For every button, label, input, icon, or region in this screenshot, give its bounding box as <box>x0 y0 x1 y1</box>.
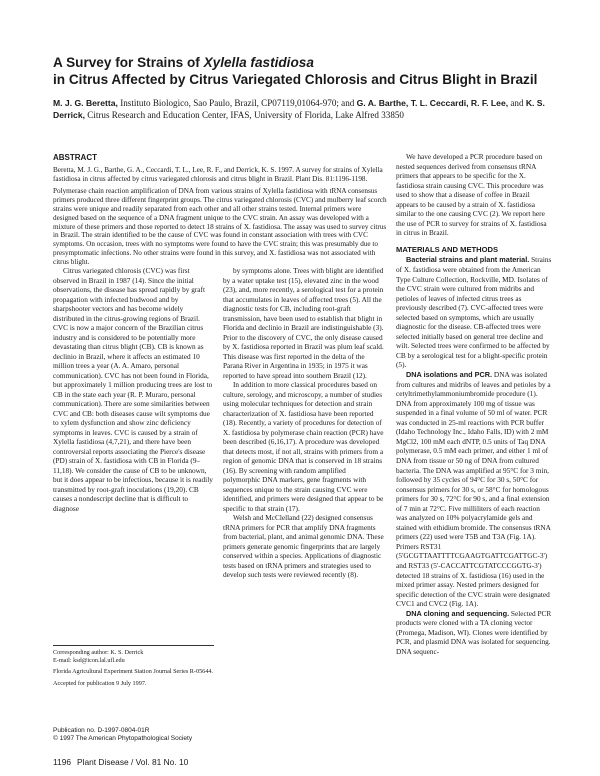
affiliation-2: Citrus Research and Education Center, IFAS, University of Florida, Lake Alfred 33850 <box>85 109 404 120</box>
methods-heading: MATERIALS AND METHODS <box>396 244 499 254</box>
author-2: G. A. Barthe, T. L. Ceccardi, R. F. Lee, <box>356 98 509 108</box>
abstract-citation: Beretta, M. J. G., Barthe, G. A., Ceccardi, T. L., Lee, R. F., and Derrick, K. S. 1997. A survey for strains of Xylella fastidiosa in citrus affected by citrus variegated chlorosis and citrus blight in Brazil. Plant Dis. 81:1196-1198. <box>53 165 383 183</box>
author-3: K. S. Derrick, <box>53 98 545 120</box>
body-column-2 <box>223 266 384 580</box>
author-1: M. J. G. Beretta, <box>53 98 118 108</box>
body-paragraph: Welsh and McClelland (22) designed consensus tRNA primers for PCR that amplify DNA fragments from bacterial, plant, and animal genomic DNA. These primers generate genomic fingerprints that are largely conserved within a species. Applications of diagnostic tests based on tRNA primers and strategies used to develop such tests were reviewed recently (8). <box>223 513 384 579</box>
dna-isolation-heading: DNA isolations and PCR. <box>406 370 493 380</box>
body-column-1 <box>53 266 214 513</box>
body-paragraph: Citrus variegated chlorosis (CVC) was first observed in Brazil in 1987 (14). Since the initial observations, the disease has spread rapidly by graft propagation with infected budwood and by sharpshooter vectors and has become widely distributed in the citrus-growing regions of Brazil. CVC is now a major concern of the Brazilian citrus industry and is considered to be potentially more devastating than citrus blight (CB). CB is known as declinio in Brazil, where it affects an estimated 10 million trees a year (A. A. Amaro, personal communication). CVC has not been found in Florida, but approximately 1 million producing trees are lost to CB in the state each year (R. P. Muraro, personal communication). There are some similarities between CVC and CB: both diseases cause wilt symptoms due to xylem dysfunction and show zinc deficiency symptoms in leaves. CVC is caused by a strain of Xylella fastidiosa (4,7,21), and there have been controversial reports associating the Pierce's disease (PD) strain of X. fastidiosa with CB in Florida (9–11,18). We consider the cause of CB to be unknown, but it does appear to be infectious, because it is readily transmitted by root-graft inoculations (19,20). CB causes a nondescript decline that is difficult to diagnose <box>53 266 213 513</box>
bacterial-strains-heading: Bacterial strains and plant material. <box>406 255 530 265</box>
page-footer <box>53 757 194 767</box>
page-number: 1196 <box>53 757 72 767</box>
abstract <box>53 154 387 271</box>
footnotes <box>53 645 214 691</box>
dna-isolation-paragraph: DNA isolations and PCR. DNA was isolated from cultures and midribs of leaves and petioles by a cetyltrimethylammoniumbromide procedure (1). DNA from approximately 100 mg of tissue was suspended in a final volume of 50 ml of water. PCR was conducted in 25-ml reactions with PCR buffer (Idaho Technology Inc., Idaho Falls, ID) with 2 mM MgCl2, 100 mM each dNTP, 0.5 units of Taq DNA polymerase, 0.5 mM each primer, and either 1 ml of DNA from tissue or 50 ng of DNA from cultured bacteria. The DNA was amplified at 95°C for 3 min, followed by 35 cycles of 94°C for 30 s, 50°C for consensus primers for 30 s, or 58°C for homologous primers for 30 s, 72°C for 90 s, and a final extension of 7 min at 72°C. Five milliliters of each reaction was analyzed on 10% polyacrylamide gels and stained with ethidium bromide. The consensus tRNA primers (22) used were T5B and T3A (Fig. 1A). Primers RST31 (5'GCGTTAATTTTCGAAGTGATTCGATTGC-3') and RST33 (5'-CACCATTCGTATCCCGGTG-3') detected 18 strains of X. fastidiosa (16) used in the mixed primer assay. Nested primers designed for specific detection of the CVC strain were designated CVC1 and CVC2 (Fig. 1A). <box>396 370 551 609</box>
cloning-heading: DNA cloning and sequencing. <box>406 608 510 618</box>
article-title <box>53 54 553 88</box>
cloning-paragraph: DNA cloning and sequencing. Selected PCR products were cloned with a TA cloning vector (Promega, Madison, WI). Clones were identified by PCR, and plasmid DNA was isolated for sequencing. DNA sequenc- <box>396 608 552 656</box>
right-column <box>396 152 552 656</box>
publication-info <box>53 727 192 743</box>
abstract-heading: ABSTRACT <box>53 153 97 162</box>
title-species: Xylella fastidiosa <box>203 55 314 70</box>
copyright-notice: © 1997 The American Phytopathological Society <box>53 735 193 742</box>
body-paragraph: by symptoms alone. Trees with blight are identified by a water uptake test (15), elevated zinc in the wood (23), and, more recently, a serological test for a protein that accumulates in leaves of affected trees (5). All the diagnostic tests for CB, including root-graft transmission, have been used to establish that blight in Florida and declinio in Brazil are indistinguishable (3). Prior to the discovery of CVC, the only disease caused by X. fastidiosa reported in Brazil was plum leaf scald. This disease was first reported in the delta of the Parana River in Argentina in 1935; in 1975 it was reported to have spread into southern Brazil (12). <box>223 266 384 380</box>
abstract-body: Polymerase chain reaction amplification of DNA from various strains of Xylella fastidiosa with tRNA consensus primers produced three different fingerprint groups. The citrus variegated chlorosis (CVC) and mulberry leaf scorch strains were unique and readily separated from each other and all other strains tested. Internal primers were designed based on the sequence of a DNA fragment unique to the CVC strain. An assay was developed with a mixture of these primers and those reported to detect 18 strains of X. fastidiosa. The assay was used to survey citrus in Brazil. The strain identified to be the cause of CVC was found in constant association with trees with CVC symptoms. On occasion, trees with no symptoms were found to have the CVC strain; this was presumably due to presymptomatic infections. No other strains were found in this survey, and X. fastidiosa was not associated with citrus blight. <box>53 187 387 266</box>
body-paragraph: In addition to more classical procedures based on culture, serology, and microscopy, a number of studies using molecular techniques for detection and strain characterization of X. fastidiosa have been reported (18). Recently, a variety of procedures for detection of X. fastidiosa by polymerase chain reaction (PCR) have been described (6,16,17). A procedure was developed that detects most, if not all, strains with primers from a region of genomic DNA that is conserved in 18 strains (16). By screening with random amplified polymorphic DNA markers, gene fragments with sequences unique to the strain causing CVC were identified, and primers were designed that appear to be specific to that strain (17). <box>223 380 384 513</box>
intro-paragraph: We have developed a PCR procedure based on nested sequences derived from consensus tRNA primers that appears to be specific for the X. fastidiosa strain causing CVC. This procedure was used to show that a disease of coffee in Brazil appears to be caused by a strain of X. fastidiosa similar to the one causing CVC (2). We report here the use of PCR to survey for strains of X. fastidiosa in citrus in Brazil. <box>396 152 547 238</box>
corresponding-author: Corresponding author: K. S. Derrick <box>53 649 144 656</box>
accepted-date: Accepted for publication 9 July 1997. <box>53 679 147 687</box>
author-email: E-mail: ksd@icon.lal.ufl.edu <box>53 656 125 664</box>
journal-name: Plant Disease / Vol. 81 No. 10 <box>77 757 189 767</box>
bacterial-strains-paragraph: Bacterial strains and plant material. Strains of X. fastidiosa were obtained from the American Type Culture Collection, Rockville, MD. Isolates of the CVC strain were cultured from midribs and petioles of leaves of infected citrus trees as previously described (7). CVC-affected trees were selected based on symptoms, which are usually diagnostic for the disease. CB-affected trees were selected initially based on general tree decline and wilt. Selected trees were confirmed to be affected by CB by a serological test for a blight-specific protein (5). <box>396 255 552 370</box>
title-line-2: in Citrus Affected by Citrus Variegated Chlorosis and Citrus Blight in Brazil <box>53 72 538 87</box>
affiliation-1: Instituto Biologico, Sao Paulo, Brazil, CP07119,01064-970; and <box>117 98 357 108</box>
author-block: M. J. G. Beretta, Instituto Biologico, Sao Paulo, Brazil, CP07119,01064-970; and G. A. Barthe, T. L. Ceccardi, R. F. Lee, and K. S. Derrick, Citrus Research and Education Center, IFAS, University of Florida, Lake Alfred 33850 <box>53 98 545 120</box>
journal-series-note: Florida Agricultural Experiment Station Journal Series R-05644. <box>53 668 213 676</box>
title-line-1: A Survey for Strains of Xylella fastidiosa <box>53 55 314 70</box>
publication-number: Publication no. D-1997-0804-01R <box>53 727 150 734</box>
